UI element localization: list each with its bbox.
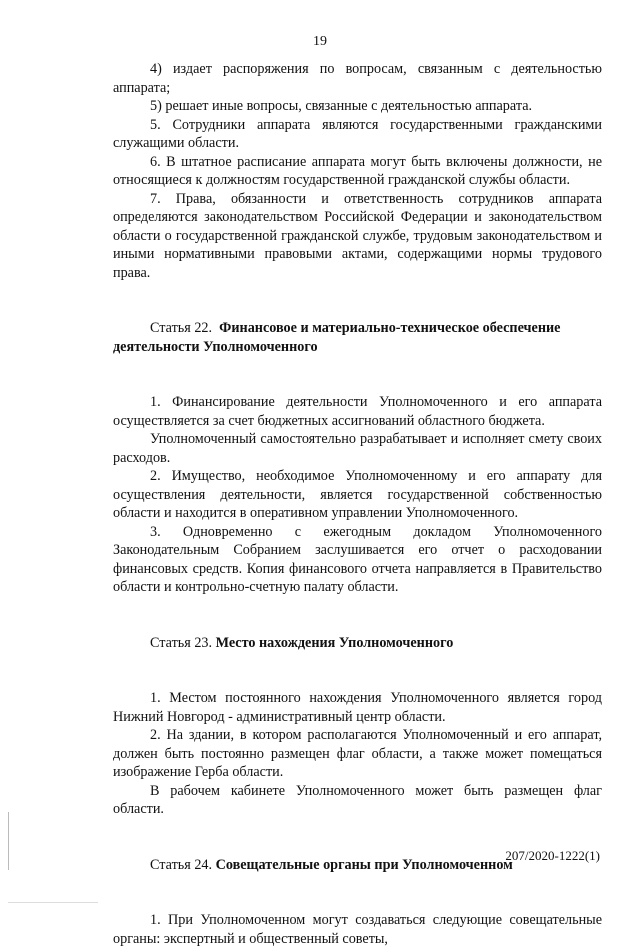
spacer	[113, 597, 602, 634]
document-body	[113, 60, 602, 948]
paragraph: 5) решает иные вопросы, связанные с деятельностью аппарата.	[150, 98, 533, 114]
paragraph: 1. При Уполномоченном могут создаваться следующие совещательные органы: экспертный и общественный советы,	[113, 912, 602, 947]
scan-artifact-line	[8, 902, 98, 903]
paragraph: Уполномоченный самостоятельно разрабатывает и исполняет смету своих расходов.	[113, 431, 602, 466]
article-22-heading	[113, 319, 602, 356]
paragraph: В рабочем кабинете Уполномоченного может быть размещен флаг области.	[113, 782, 602, 817]
paragraph: 4) издает распоряжения по вопросам, связанным с деятельностью аппарата;	[113, 61, 602, 96]
paragraph: 2. На здании, в котором располагаются Уполномоченный и его аппарат, должен быть постоянно размещен флаг области, а также может помещаться изображение Герба области.	[113, 727, 602, 780]
spacer	[113, 282, 602, 319]
paragraph: 5. Сотрудники аппарата являются государственными гражданскими служащими области.	[113, 116, 602, 151]
spacer	[113, 874, 602, 911]
paragraph: 1. Финансирование деятельности Уполномоченного и его аппарата осуществляется за счет бюджетных ассигнований областного бюджета.	[113, 394, 602, 429]
document-reference-number: 207/2020-1222(1)	[505, 848, 600, 863]
article-title: Место нахождения Уполномоченного	[215, 634, 454, 651]
paragraph: 1. Местом постоянного нахождения Уполномоченного является город Нижний Новгород - административный центр области.	[113, 690, 602, 725]
article-number: Статья 24.	[150, 856, 213, 873]
paragraph: 2. Имущество, необходимое Уполномоченному и его аппарату для осуществления деятельности, является государственной собственностью области и находится в оперативном управлении Уполномоченного.	[113, 468, 602, 521]
scan-artifact-line	[8, 812, 9, 870]
article-title: Финансовое и материально-техническое обеспечение деятельности Уполномоченного	[113, 320, 561, 355]
paragraph: 6. В штатное расписание аппарата могут быть включены должности, не относящиеся к должностям государственной гражданской службы области.	[113, 153, 602, 188]
article-title: Совещательные органы при Уполномоченном	[215, 856, 513, 873]
article-number: Статья 23.	[150, 634, 213, 651]
page-number: 19	[313, 34, 327, 49]
paragraph: 3. Одновременно с ежегодным докладом Уполномоченного Законодательным Собранием заслушивается его отчет о расходовании финансовых средств. Копия финансового отчета направляется в Правительство области и контрольно-счетную палату области.	[113, 523, 602, 595]
article-number: Статья 22.	[150, 320, 213, 336]
paragraph: 7. Права, обязанности и ответственность сотрудников аппарата определяются законодательством Российской Федерации и законодательством области о государственной гражданской службе, трудовым законодательством и иными нормативными правовыми актами, содержащими нормы трудового права.	[113, 190, 602, 281]
spacer	[113, 356, 602, 393]
article-23-heading	[113, 634, 602, 653]
spacer	[113, 652, 602, 689]
